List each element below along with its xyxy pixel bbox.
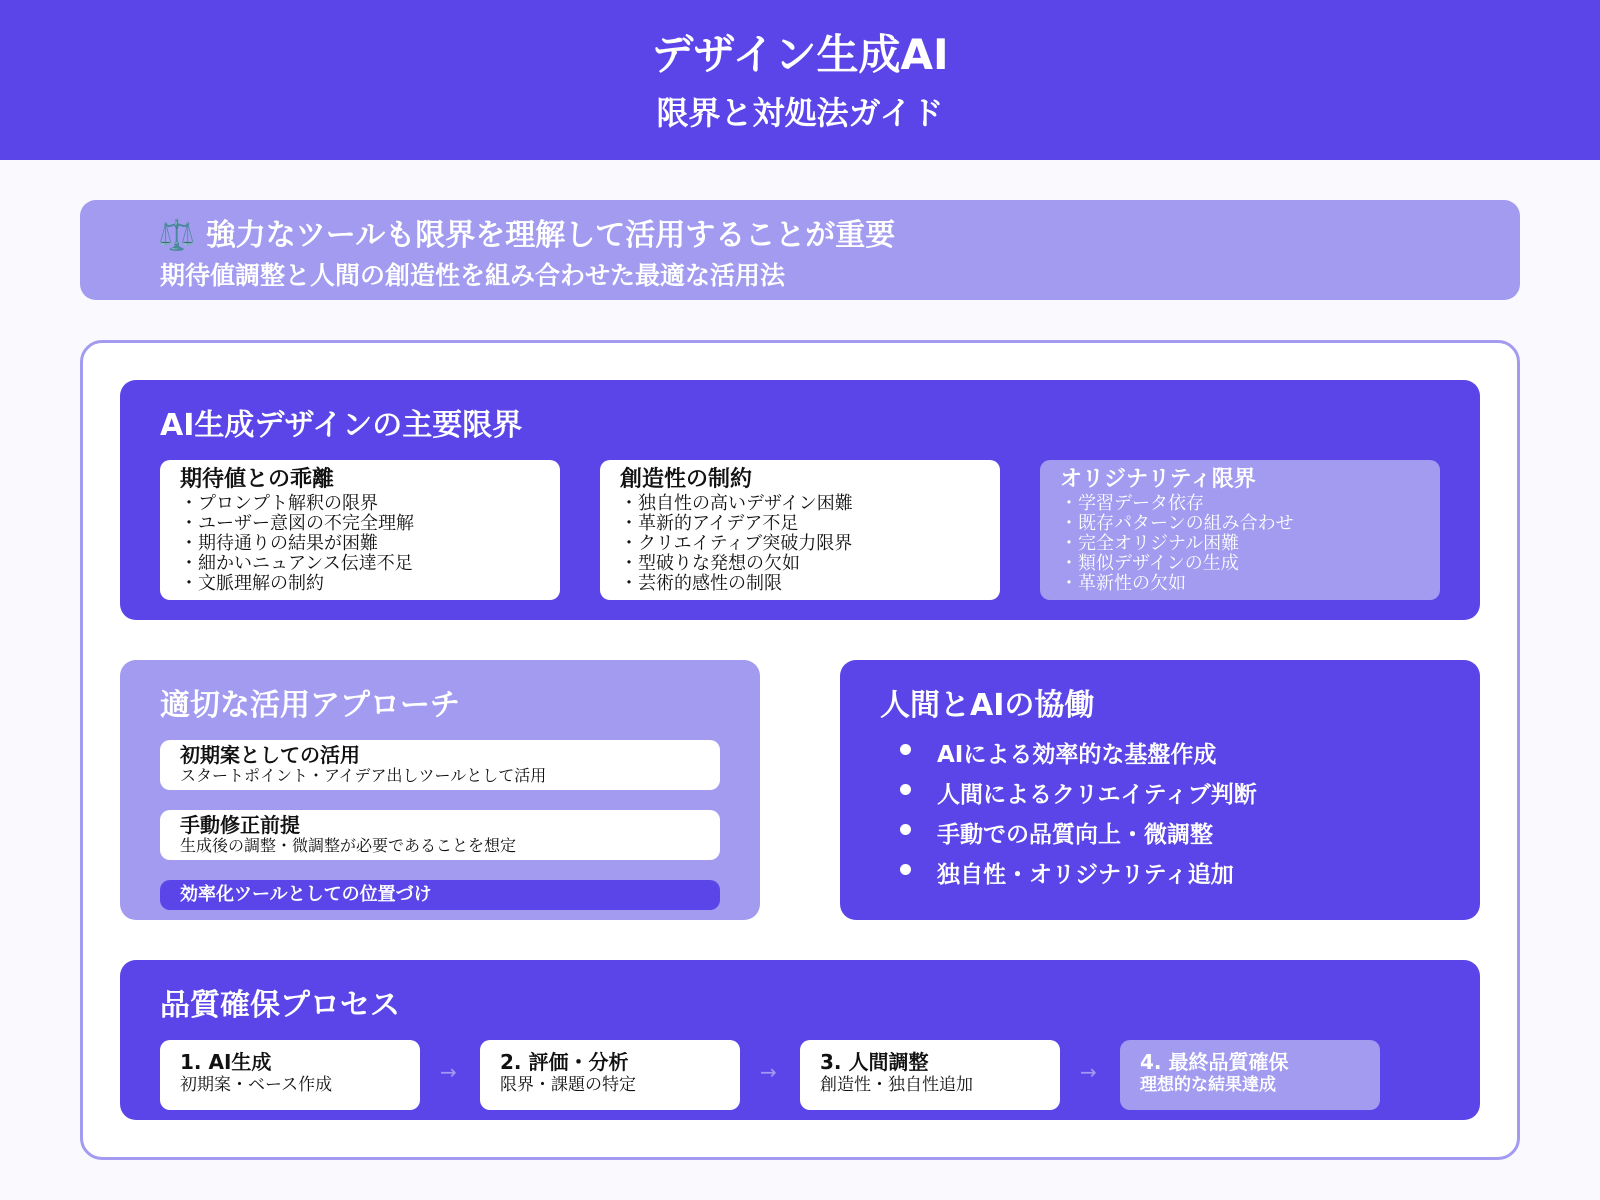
approach-section [120,660,760,920]
arrow-right-icon: → [760,1060,777,1084]
list-item: ・型破りな発想の欠如 [620,553,800,574]
list-item: ・期待通りの結果が困難 [180,533,378,554]
step-desc: 理想的な結果達成 [1140,1075,1276,1095]
list-item-text: 手動での品質向上・微調整 [937,822,1213,848]
arrow-right-icon: → [440,1060,457,1084]
section-title: 人間とAIの協働 [880,688,1095,723]
list-item [900,736,1216,769]
limits-section [120,380,1480,620]
step-desc: 創造性・独自性追加 [820,1075,973,1095]
list-item: ・類似デザインの生成 [1060,553,1239,574]
list-item [900,816,1213,849]
section-title: 適切な活用アプローチ [160,688,460,723]
bullet-icon [900,824,911,835]
process-step [800,1040,1060,1110]
approach-item-title: 初期案としての活用 [180,743,360,767]
step-title: 4. 最終品質確保 [1140,1050,1289,1074]
list-item [900,776,1257,809]
banner-subline: 期待値調整と人間の創造性を組み合わせた最適な活用法 [160,261,786,290]
list-item: ・文脈理解の制約 [180,573,324,594]
list-item: ・ユーザー意図の不完全理解 [180,513,414,534]
limit-card-creativity [600,460,1000,600]
content-panel [80,340,1520,1160]
approach-item-title: 手動修正前提 [180,813,300,837]
step-desc: 初期案・ベース作成 [180,1075,333,1095]
list-item [900,856,1234,889]
list-item: ・独自性の高いデザイン困難 [620,493,853,514]
list-item: ・完全オリジナル困難 [1060,533,1240,554]
step-title: 2. 評価・分析 [500,1050,629,1074]
approach-item-desc: 生成後の調整・微調整が必要であることを想定 [180,836,517,855]
approach-item [160,810,720,860]
step-title: 1. AI生成 [180,1050,272,1074]
list-item: ・学習データ依存 [1060,493,1204,514]
page-header [0,0,1600,160]
scale-icon: ⚖️ [158,218,196,253]
approach-item [160,740,720,790]
section-title: 品質確保プロセス [160,988,400,1023]
approach-item-desc: スタートポイント・アイデア出しツールとして活用 [180,766,547,785]
step-desc: 限界・課題の特定 [500,1075,636,1095]
list-item: ・プロンプト解釈の限界 [180,493,378,514]
list-item-text: 人間によるクリエイティブ判断 [937,782,1257,808]
limit-card-originality [1040,460,1440,600]
bullet-icon [900,864,911,875]
bullet-icon [900,744,911,755]
arrow-right-icon: → [1080,1060,1097,1084]
list-item: ・革新的アイデア不足 [620,513,799,534]
collaboration-section [840,660,1480,920]
bullet-icon [900,784,911,795]
banner-headline: 強力なツールも限界を理解して活用することが重要 [205,218,896,253]
list-item: ・芸術的感性の制限 [620,573,782,594]
page-subtitle: 限界と対処法ガイド [656,94,944,132]
card-title: 創造性の制約 [620,467,753,492]
list-item: ・細かいニュアンス伝達不足 [180,553,413,574]
list-item: ・クリエイティブ突破力限界 [620,533,853,554]
card-title: オリジナリティ限界 [1060,467,1256,492]
list-item-text: AIによる効率的な基盤作成 [937,742,1217,768]
process-step [1120,1040,1380,1110]
list-item: ・革新性の欠如 [1060,573,1186,594]
step-title: 3. 人間調整 [820,1050,929,1074]
list-item-text: 独自性・オリジナリティ追加 [937,862,1234,888]
process-step [480,1040,740,1110]
approach-highlight: 効率化ツールとしての位置づけ [160,880,720,910]
process-section [120,960,1480,1120]
limit-card-expectation [160,460,560,600]
list-item: ・既存パターンの組み合わせ [1060,513,1294,534]
card-title: 期待値との乖離 [180,467,335,492]
section-title: AI生成デザインの主要限界 [160,408,523,443]
key-message-banner [80,200,1520,300]
page-title: デザイン生成AI [651,30,949,79]
process-step [160,1040,420,1110]
